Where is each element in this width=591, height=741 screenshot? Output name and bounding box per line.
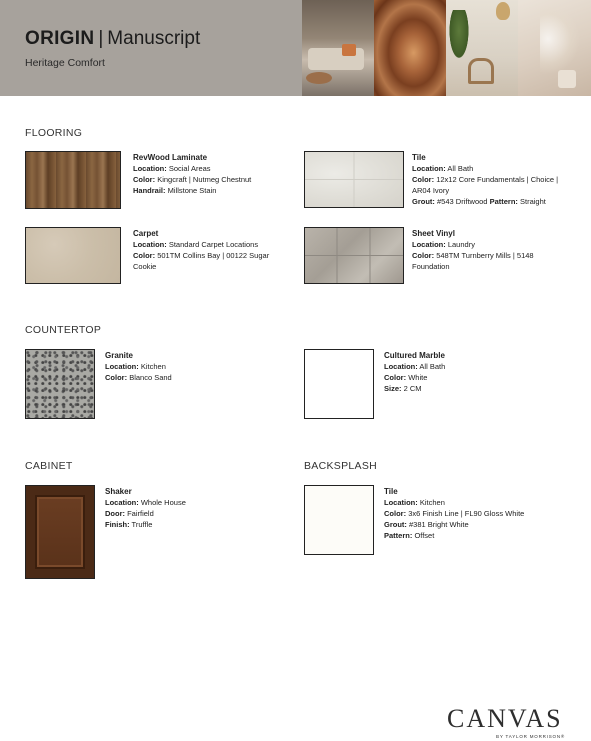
canvas-logo xyxy=(447,706,571,739)
page-title xyxy=(25,28,200,50)
item-name: Shaker xyxy=(105,487,132,496)
backsplash-tile-details: Tile Location: Kitchen Color: 3x6 Finish Line | FL90 Gloss White Grout: #381 Bright White Pattern: Offset xyxy=(384,486,584,541)
header-banner xyxy=(0,0,591,96)
shaker-cabinet-swatch xyxy=(25,485,95,579)
granite-details: Granite Location: Kitchen Color: Blanco Sand xyxy=(105,350,285,383)
shaker-cabinet-details: Shaker Location: Whole House Door: Fairfield Finish: Truffle xyxy=(105,486,285,530)
section-heading-flooring: FLOORING xyxy=(25,127,83,139)
collection-name: Manuscript xyxy=(107,28,201,49)
item-name: Sheet Vinyl xyxy=(412,229,455,238)
chair-plant-photo xyxy=(446,0,518,96)
brand-name: ORIGIN xyxy=(25,28,95,49)
item-name: Carpet xyxy=(133,229,159,238)
title-separator: | xyxy=(98,28,104,49)
floor-tile-swatch xyxy=(304,151,404,208)
carpet-details: Carpet Location: Standard Carpet Locations Color: 501TM Collins Bay | 00122 Sugar Cookie xyxy=(133,228,293,272)
carpet-swatch xyxy=(25,227,121,284)
floor-tile-details: Tile Location: All Bath Color: 12x12 Core Fundamentals | Choice | AR04 Ivory Grout: #543 Driftwood Pattern: Straight xyxy=(412,152,584,207)
section-heading-cabinet: CABINET xyxy=(25,460,73,472)
cultured-marble-swatch xyxy=(304,349,374,419)
logo-byline: BY TAYLOR MORRISON® xyxy=(496,734,565,739)
logo-wordmark: CANVAS xyxy=(447,704,563,733)
cultured-marble-details: Cultured Marble Location: All Bath Color: White Size: 2 CM xyxy=(384,350,574,394)
sheet-vinyl-swatch xyxy=(304,227,404,284)
wood-grain-photo xyxy=(374,0,446,96)
decor-vase-photo xyxy=(518,0,591,96)
backsplash-tile-swatch xyxy=(304,485,374,555)
section-heading-backsplash: BACKSPLASH xyxy=(304,460,378,472)
revwood-laminate-details: RevWood Laminate Location: Social Areas Color: Kingcraft | Nutmeg Chestnut Handrail: Millstone Stain xyxy=(133,152,293,196)
living-room-photo xyxy=(302,0,374,96)
item-name: Granite xyxy=(105,351,134,360)
item-name: RevWood Laminate xyxy=(133,153,208,162)
revwood-laminate-swatch xyxy=(25,151,121,209)
page-subtitle: Heritage Comfort xyxy=(25,57,105,69)
header-photo-strip xyxy=(302,0,591,96)
item-name: Cultured Marble xyxy=(384,351,445,360)
item-name: Tile xyxy=(384,487,398,496)
granite-swatch xyxy=(25,349,95,419)
sheet-vinyl-details: Sheet Vinyl Location: Laundry Color: 548TM Turnberry Mills | 5148 Foundation xyxy=(412,228,584,272)
section-heading-countertop: COUNTERTOP xyxy=(25,324,102,336)
item-name: Tile xyxy=(412,153,426,162)
